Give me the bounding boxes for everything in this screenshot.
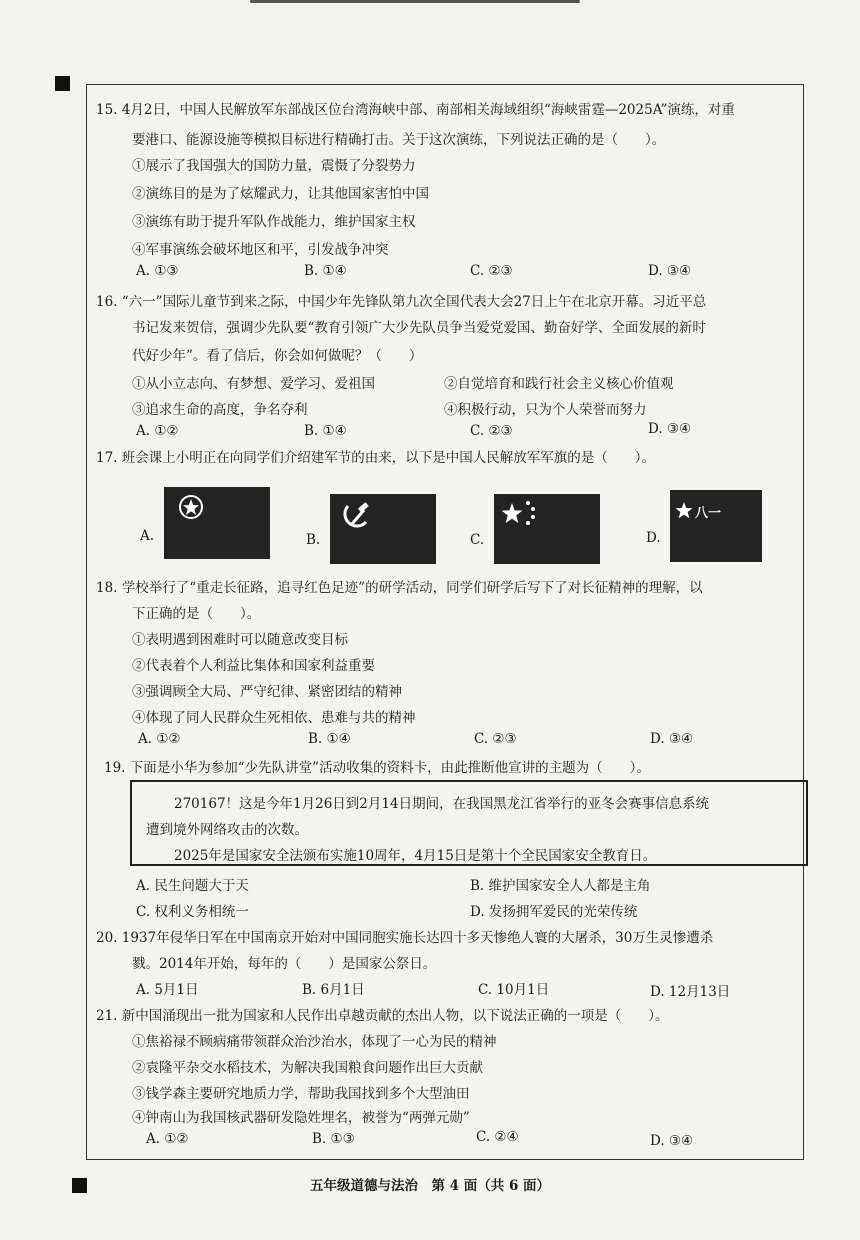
q16-statement-4: ④积极行动，只为个人荣誉而努力	[444, 402, 647, 418]
q18-option-a: A. ①②	[138, 731, 181, 747]
flag-a-image	[164, 487, 270, 559]
q20-option-b: B. 6月1日	[302, 982, 365, 998]
q17-option-d: D.	[646, 530, 661, 546]
q18-statement-4: ④体现了同人民群众生死相依、患难与共的精神	[132, 710, 416, 726]
q21-statement-3: ③钱学森主要研究地质力学，帮助我国找到多个大型油田	[132, 1086, 470, 1102]
scan-edge	[250, 0, 580, 3]
q21-statement-2: ②袁隆平杂交水稻技术，为解决我国粮食问题作出巨大贡献	[132, 1060, 483, 1076]
page-footer: 五年级道德与法治 第 4 面（共 6 面）	[309, 1178, 551, 1194]
q19-option-a: A. 民生问题大于天	[136, 878, 249, 894]
q18-option-d: D. ③④	[650, 731, 694, 747]
flag-d-label: 八一	[695, 506, 722, 521]
q19-line-1: 19. 下面是小华为参加“少先队讲堂”活动收集的资料卡，由此推断他宣讲的主题为（ ）。	[104, 760, 650, 776]
flag-b-hammer-sickle-icon	[330, 494, 436, 564]
q21-option-a: A. ①②	[146, 1131, 189, 1147]
q18-line-2: 下正确的是（ ）。	[132, 606, 261, 622]
q16-line-1: 16. “六一”国际儿童节到来之际，中国少年先锋队第九次全国代表大会27日上午在北京开幕。习近平总	[96, 294, 707, 310]
flag-c-image	[494, 494, 600, 564]
q18-option-b: B. ①④	[308, 731, 351, 747]
q15-option-b: B. ①④	[304, 263, 347, 279]
q21-statement-4: ④钟南山为我国核武器研发隐姓埋名，被誉为“两弹元勋”	[132, 1110, 470, 1126]
corner-marker	[55, 76, 70, 91]
q19-option-d: D. 发扬拥军爱民的光荣传统	[470, 904, 638, 920]
q20-option-c: C. 10月1日	[478, 982, 550, 998]
q15-option-d: D. ③④	[648, 263, 692, 279]
q18-line-1: 18. 学校举行了“重走长征路，追寻红色足迹”的研学活动，同学们研学后写下了对长征精神的理解，以	[96, 580, 703, 596]
q21-option-b: B. ①③	[312, 1131, 355, 1147]
q18-statement-3: ③强调顾全大局、严守纪律、紧密团结的精神	[132, 684, 402, 700]
q19-option-b: B. 维护国家安全人人都是主角	[470, 878, 651, 894]
q21-option-d: D. ③④	[650, 1133, 694, 1149]
q21-option-c: C. ②④	[476, 1129, 519, 1145]
q17-option-a: A.	[140, 528, 155, 544]
q18-statement-1: ①表明遇到困难时可以随意改变目标	[132, 632, 348, 648]
q17-option-c: C.	[470, 532, 485, 548]
flag-d-star-icon	[670, 490, 762, 562]
q15-line-2: 要港口、能源设施等模拟目标进行精确打击。关于这次演练，下列说法正确的是（ ）。	[132, 132, 666, 148]
q16-statement-3: ③追求生命的高度，争名夺利	[132, 402, 308, 418]
q21-statement-1: ①焦裕禄不顾病痛带领群众治沙治水，体现了一心为民的精神	[132, 1034, 497, 1050]
q20-option-d: D. 12月13日	[650, 984, 731, 1000]
q19-card-line-3: 2025年是国家安全法颁布实施10周年，4月15日是第十个全民国家安全教育日。	[174, 848, 657, 864]
q18-option-c: C. ②③	[474, 731, 517, 747]
q19-info-card	[130, 780, 808, 866]
q18-statement-2: ②代表着个人利益比集体和国家利益重要	[132, 658, 375, 674]
q20-option-a: A. 5月1日	[136, 982, 199, 998]
q16-line-2: 书记发来贺信，强调少先队要“教育引领广大少先队员争当爱党爱国、勤奋好学、全面发展的新时	[132, 320, 706, 336]
q16-option-d: D. ③④	[648, 421, 692, 437]
q15-line-1: 15. 4月2日，中国人民解放军东部战区位台湾海峡中部、南部相关海域组织“海峡雷霆—2025A”演练，对重	[96, 102, 735, 118]
q15-statement-3: ③演练有助于提升军队作战能力，维护国家主权	[132, 214, 416, 230]
q19-option-c: C. 权利义务相统一	[136, 904, 249, 920]
q17-option-b: B.	[306, 532, 321, 548]
q19-card-line-2: 遭到境外网络攻击的次数。	[146, 822, 308, 838]
q21-line-1: 21. 新中国涌现出一批为国家和人民作出卓越贡献的杰出人物，以下说法正确的一项是（ ）。	[96, 1008, 669, 1024]
q15-option-a: A. ①③	[136, 263, 179, 279]
q20-line-2: 戮。2014年开始，每年的（ ）是国家公祭日。	[132, 956, 437, 972]
q15-statement-1: ①展示了我国强大的国防力量，震慑了分裂势力	[132, 158, 416, 174]
q15-statement-4: ④军事演练会破坏地区和平，引发战争冲突	[132, 242, 389, 258]
q16-line-3: 代好少年”。看了信后，你会如何做呢？（ ）	[132, 348, 423, 364]
q19-card-line-1: 270167！这是今年1月26日到2月14日期间，在我国黑龙江省举行的亚冬会赛事信息系统	[174, 796, 710, 812]
q20-line-1: 20. 1937年侵华日军在中国南京开始对中国同胞实施长达四十多天惨绝人寰的大屠杀，30万生灵惨遭杀	[96, 930, 714, 946]
q16-option-c: C. ②③	[470, 423, 513, 439]
q17-line-1: 17. 班会课上小明正在向同学们介绍建军节的由来，以下是中国人民解放军军旗的是（ ）。	[96, 450, 656, 466]
q16-statement-1: ①从小立志向、有梦想、爱学习、爱祖国	[132, 376, 375, 392]
flag-d-image	[670, 490, 762, 562]
q15-statement-2: ②演练目的是为了炫耀武力，让其他国家害怕中国	[132, 186, 429, 202]
flag-a-emblem-icon	[164, 487, 270, 559]
q16-option-b: B. ①④	[304, 423, 347, 439]
q16-statement-2: ②自觉培育和践行社会主义核心价值观	[444, 376, 674, 392]
flag-c-stars-icon	[494, 494, 600, 564]
q15-option-c: C. ②③	[470, 263, 513, 279]
q16-option-a: A. ①②	[136, 423, 179, 439]
flag-b-image	[330, 494, 436, 564]
